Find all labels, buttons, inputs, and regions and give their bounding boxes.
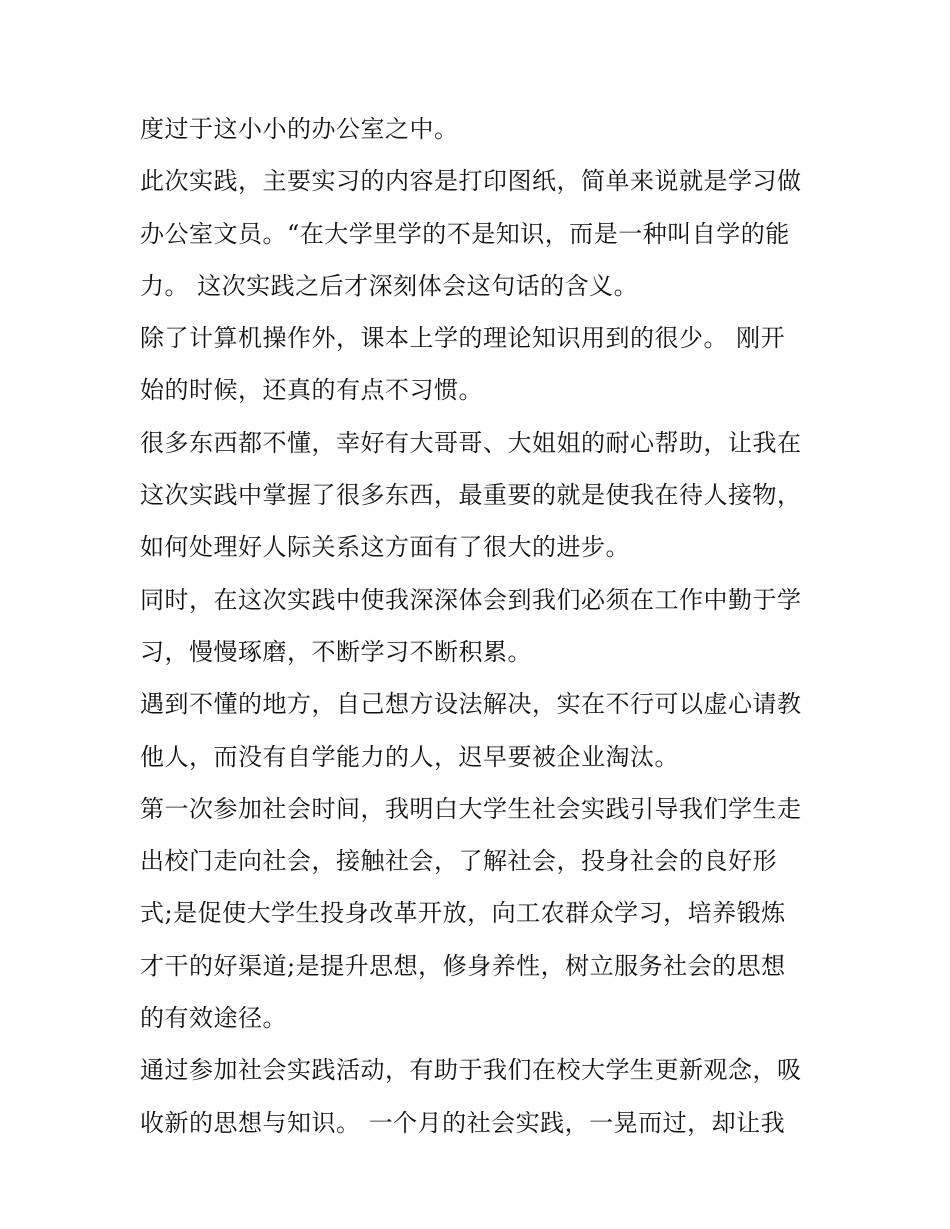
- text-line: 始的时候，还真的有点不习惯。: [140, 376, 483, 405]
- text-line: 通过参加社会实践活动，有助于我们在校大学生更新观念，吸: [140, 1056, 802, 1085]
- text-line: 出校门走向社会，接触社会，了解社会，投身社会的良好形: [140, 847, 777, 876]
- text-line: 习，慢慢琢磨，不断学习不断积累。: [140, 637, 532, 666]
- text-line: 这次实践中掌握了很多东西，最重要的就是使我在待人接物，: [140, 481, 802, 510]
- text-line: 如何处理好人际关系这方面有了很大的进步。: [140, 533, 630, 562]
- text-line: 才干的好渠道;是提升思想，修身养性，树立服务社会的思想: [140, 951, 786, 980]
- body-text: [140, 103, 820, 1149]
- text-line: 式;是促使大学生投身改革开放，向工农群众学习，培养锻炼: [140, 899, 786, 928]
- text-line: 力。 这次实践之后才深刻体会这句话的含义。: [140, 271, 639, 300]
- text-line: 他人，而没有自学能力的人，迟早要被企业淘汰。: [140, 742, 679, 771]
- text-line: 此次实践，主要实习的内容是打印图纸，简单来说就是学习做: [140, 167, 802, 196]
- text-line: 度过于这小小的办公室之中。: [140, 115, 459, 143]
- text-line: 同时，在这次实践中使我深深体会到我们必须在工作中勤于学: [140, 585, 802, 614]
- text-line: 很多东西都不懂，幸好有大哥哥、大姐姐的耐心帮助，让我在: [140, 428, 802, 457]
- text-line: 遇到不懂的地方，自己想方设法解决，实在不行可以虚心请教: [140, 690, 802, 719]
- text-line: 的有效途径。: [140, 1004, 287, 1033]
- text-line: 办公室文员。“在大学里学的不是知识，而是一种叫自学的能: [140, 219, 790, 248]
- text-line: 收新的思想与知识。 一个月的社会实践，一晃而过，却让我: [140, 1108, 786, 1137]
- text-line: 除了计算机操作外，课本上学的理论知识用到的很少。 刚开: [140, 324, 786, 353]
- text-line: 第一次参加社会时间，我明白大学生社会实践引导我们学生走: [140, 794, 802, 823]
